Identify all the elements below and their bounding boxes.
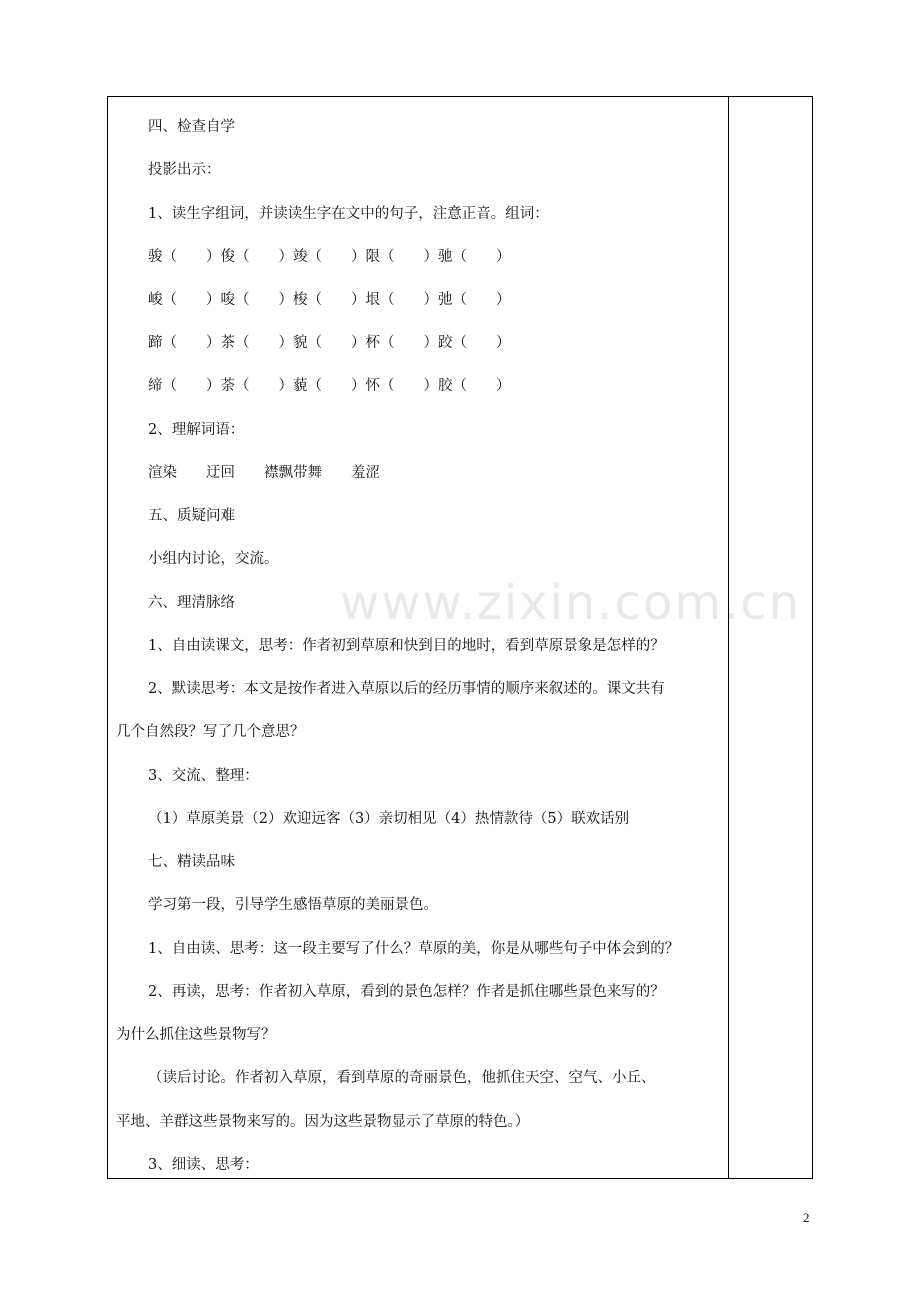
text-line: 2、再读，思考：作者初入草原，看到的景色怎样？作者是抓住哪些景色来写的？ (148, 984, 665, 1000)
text-line: 1、自由读课文，思考：作者初到草原和快到目的地时，看到草原景象是怎样的？ (148, 638, 665, 654)
text-line: 为什么抓住这些景物写？ (116, 1027, 276, 1043)
text-line: 学习第一段，引导学生感悟草原的美丽景色。 (148, 897, 438, 913)
text-line: 六、理清脉络 (148, 595, 235, 611)
text-line: 3、交流、整理： (148, 768, 259, 784)
text-line: 缔（ ）荼（ ）藐（ ）怀（ ）胶（ ） (148, 378, 511, 394)
page-number: 2 (803, 1210, 810, 1225)
lesson-table (107, 96, 813, 1179)
text-line: 渲染 迂回 襟飘带舞 羞涩 (148, 465, 380, 481)
text-line: 四、检查自学 (148, 119, 235, 135)
text-line: 3、细读、思考： (148, 1157, 259, 1173)
text-line: 五、质疑问难 (148, 508, 235, 524)
text-line: 1、自由读、思考：这一段主要写了什么？草原的美，你是从哪些句子中体会到的？ (148, 941, 680, 957)
text-line: 1、读生字组词，并读读生字在文中的句子，注意正音。组词： (148, 206, 549, 222)
text-line: 蹄（ ）茶（ ）貌（ ）杯（ ）跤（ ） (148, 335, 511, 351)
text-line: 2、理解词语： (148, 422, 245, 438)
text-line: 骏（ ）俊（ ）竣（ ）限（ ）驰（ ） (148, 249, 511, 265)
text-line: 小组内讨论，交流。 (148, 551, 279, 567)
column-divider (728, 97, 729, 1178)
text-line: （1）草原美景（2）欢迎远客（3）亲切相见（4）热情款待（5）联欢话别 (148, 811, 630, 827)
text-line: 几个自然段？写了几个意思？ (116, 724, 305, 740)
watermark: www.zixin.com.cn (340, 575, 802, 631)
text-line: 投影出示： (148, 162, 221, 178)
text-line: 七、精读品味 (148, 854, 235, 870)
text-line: 2、默读思考：本文是按作者进入草原以后的经历事情的顺序来叙述的。课文共有 (148, 681, 665, 697)
text-line: 平地、羊群这些景物来写的。因为这些景物显示了草原的特色。） (116, 1114, 530, 1130)
text-line: （读后讨论。作者初入草原，看到草原的奇丽景色，他抓住天空、空气、小丘、 (148, 1070, 656, 1086)
text-line: 峻（ ）唆（ ）梭（ ）垠（ ）弛（ ） (148, 292, 511, 308)
